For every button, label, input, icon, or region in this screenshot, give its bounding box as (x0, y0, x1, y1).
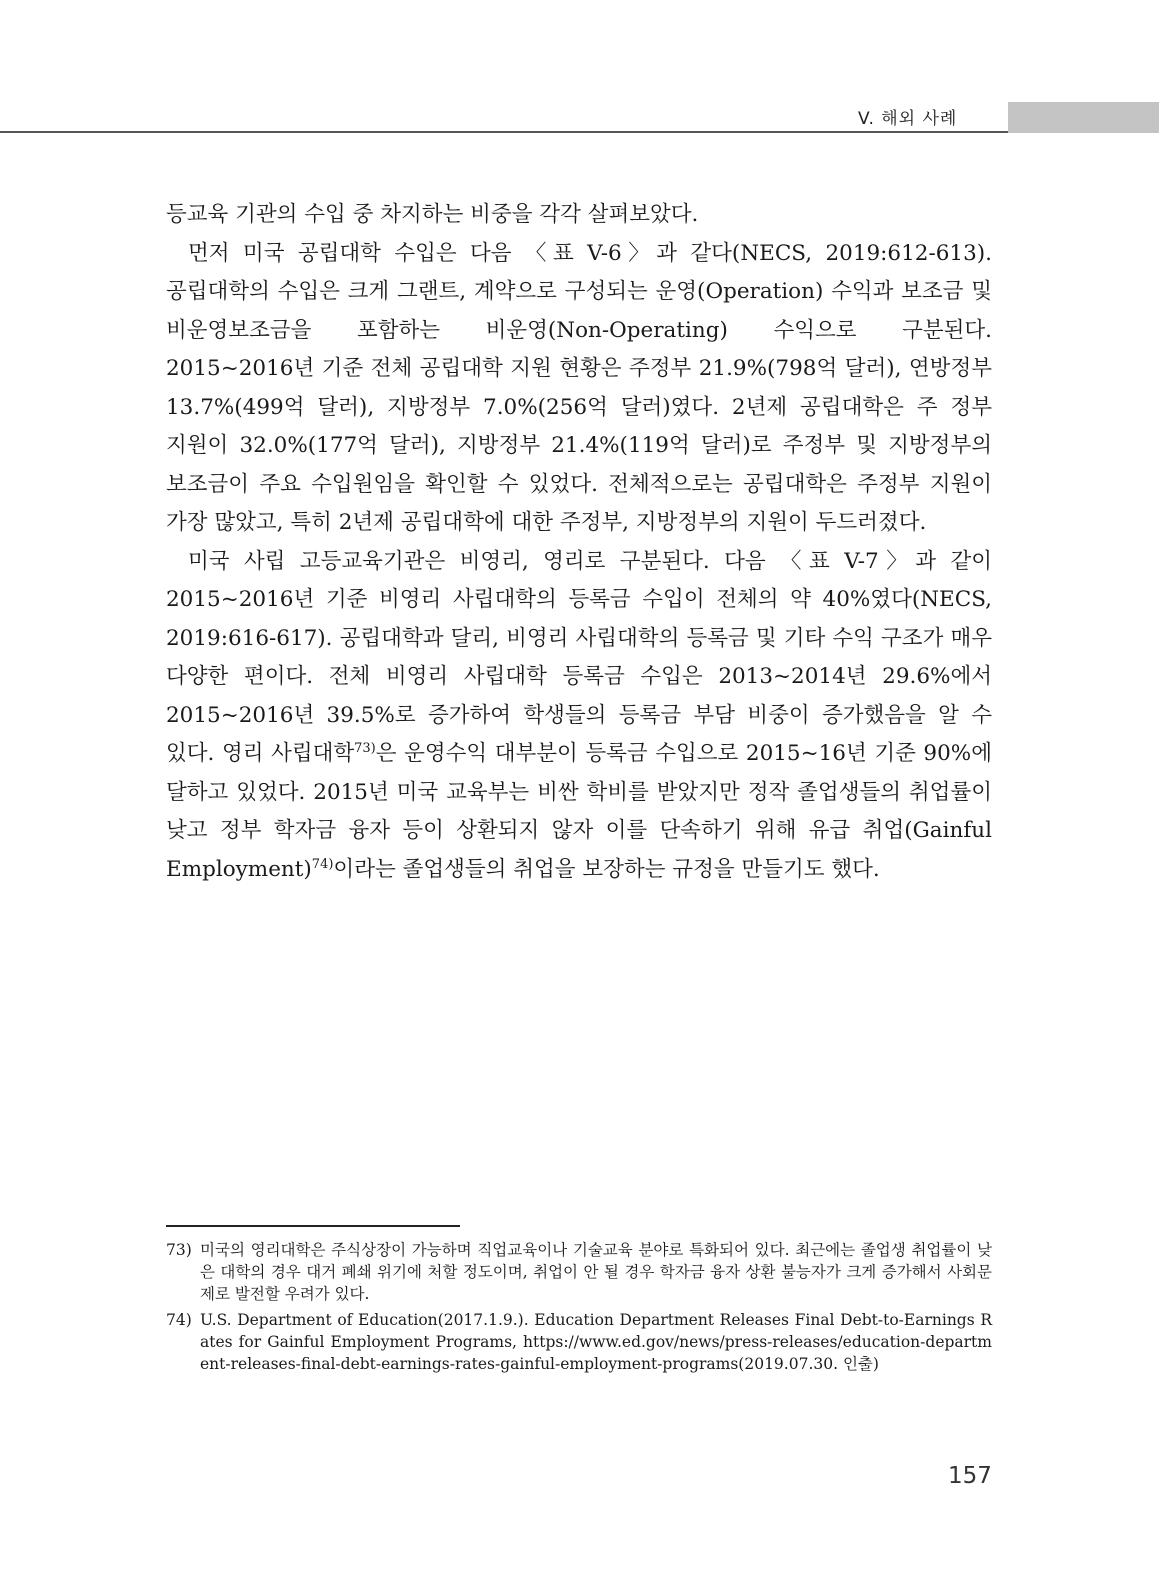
footnote-73 (166, 1239, 992, 1305)
paragraph-text: 은 운영수익 대부분이 등록금 수입으로 2015~16년 기준 90%에 달하고 있었다. 2015년 미국 교육부는 비싼 학비를 받았지만 정작 졸업생들의 취업률이 낮고 정부 학자금 융자 등이 상환되지 않자 이를 단속하기 위해 유급 취업(Gainful Employment) (166, 741, 992, 882)
body-text (166, 196, 992, 889)
running-header-title: V. 해외 사례 (858, 109, 958, 129)
paragraph-text: 이라는 졸업생들의 취업을 보장하는 규정을 만들기도 했다. (333, 856, 880, 882)
footnote-ref-74[interactable]: 74) (311, 856, 334, 872)
paragraph-text: 미국 사립 고등교육기관은 비영리, 영리로 구분된다. 다음 〈표 V-7〉과 같이 2015~2016년 기준 비영리 사립대학의 등록금 수입이 전체의 약 40%였다(NECS, 2019:616-617). 공립대학과 달리, 비영리 사립대학의 등록금 및 기타 수익 구조가 매우 다양한 편이다. 전체 비영리 사립대학 등록금 수입은 2013~2014년 29.6%에서 2015~2016년 39.5%로 증가하여 학생들의 등록금 부담 비중이 증가했음을 알 수 있다. 영리 사립대학 (166, 548, 992, 766)
footnote-divider (166, 1225, 460, 1227)
footnote-ref-73[interactable]: 73) (354, 741, 376, 756)
footnote-number: 73) (166, 1241, 192, 1259)
footnote-number: 74) (166, 1311, 192, 1329)
footnote-text: 미국의 영리대학은 주식상장이 가능하며 직업교육이나 기술교육 분야로 특화되어 있다. 최근에는 졸업생 취업률이 낮은 대학의 경우 대거 폐쇄 위기에 처할 정도이며, 취업이 안 될 경우 학자금 융자 상환 불능자가 크게 증가해서 사회문제로 발전할 우려가 있다. (200, 1241, 992, 1303)
paragraph-public-universities: 먼저 미국 공립대학 수입은 다음 〈표 V-6〉과 같다(NECS, 2019:612-613). 공립대학의 수입은 크게 그랜트, 계약으로 구성되는 운영(Operation) 수익과 보조금 및 비운영보조금을 포함하는 비운영(Non-Operating) 수익으로 구분된다. 2015~2016년 기준 전체 공립대학 지원 현황은 주정부 21.9%(798억 달러), 연방정부 13.7%(499억 달러), 지방정부 7.0%(256억 달러)였다. 2년제 공립대학은 주 정부 지원이 32.0%(177억 달러), 지방정부 21.4%(119억 달러)로 주정부 및 지방정부의 보조금이 주요 수입원임을 확인할 수 있었다. 전체적으로는 공립대학은 주정부 지원이 가장 많았고, 특히 2년제 공립대학에 대한 주정부, 지방정부의 지원이 두드러졌다. (166, 240, 992, 535)
header-tab-block (1008, 102, 1159, 133)
page-number: 157 (948, 1463, 992, 1489)
header-rule (0, 131, 1008, 133)
footnotes (166, 1239, 992, 1379)
footnote-text: U.S. Department of Education(2017.1.9.). Education Department Releases Final Debt-to-Earnings Rates for Gainful Employment Programs, https://www.ed.gov/news/press-releases/education-department-releases-final-debt-earnings-rates-gainful-employment-programs(2019.07.30. 인출) (200, 1311, 992, 1373)
footnote-74 (166, 1309, 992, 1375)
paragraph-private-institutions (166, 543, 992, 890)
paragraph-continued: 등교육 기관의 수입 중 차지하는 비중을 각각 살펴보았다. (166, 202, 699, 227)
